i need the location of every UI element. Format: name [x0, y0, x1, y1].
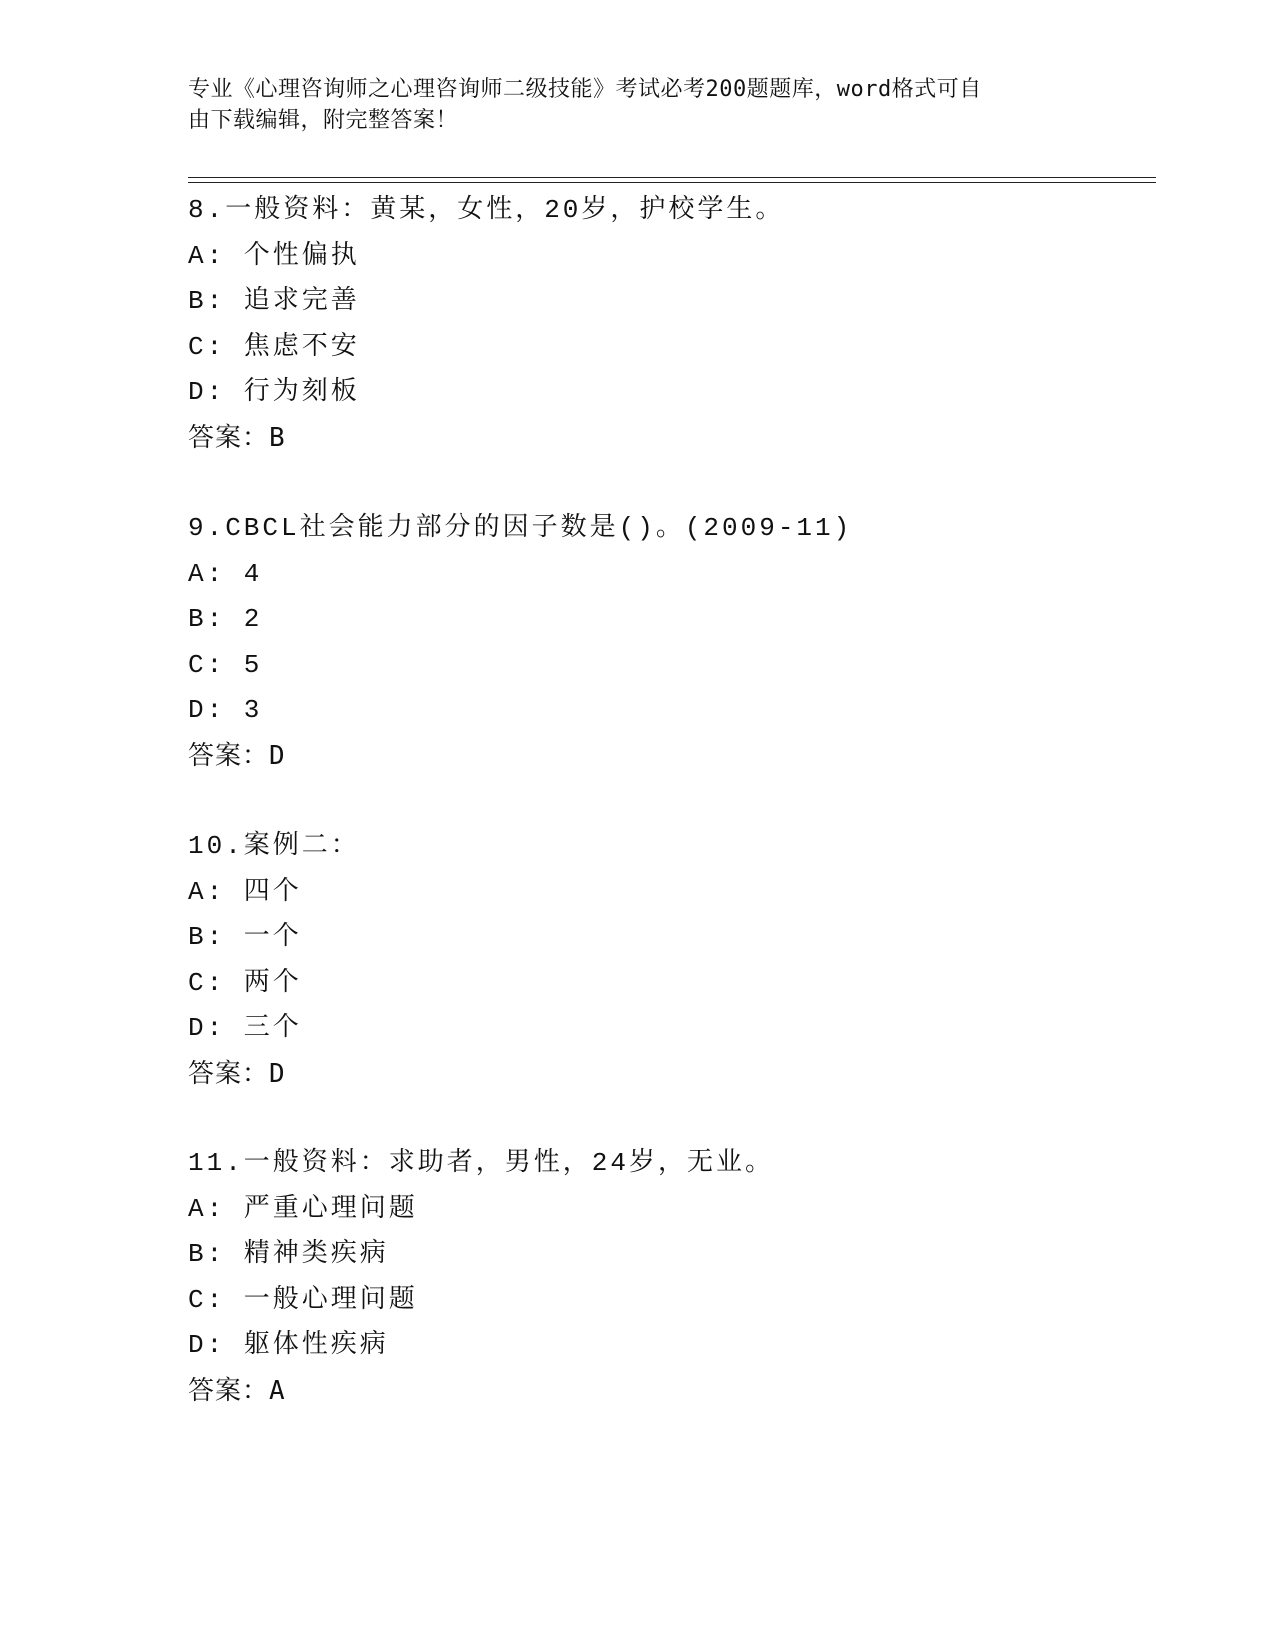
option-a: A: 四个	[188, 876, 302, 907]
answer-label: 答案：B	[188, 422, 286, 453]
question-9	[188, 506, 1148, 779]
answer-label: 答案：D	[188, 740, 286, 771]
option-d: D: 行为刻板	[188, 377, 360, 407]
question-stem: 8.一般资料：黄某，女性，20岁，护校学生。	[188, 195, 785, 225]
option-a: A: 个性偏执	[188, 240, 360, 271]
question-11	[188, 1141, 1148, 1414]
answer-label: 答案：D	[188, 1058, 286, 1089]
option-b: B: 一个	[188, 922, 302, 952]
option-c: C: 两个	[188, 967, 302, 998]
option-b: B: 精神类疾病	[188, 1239, 389, 1269]
question-10	[188, 824, 1148, 1097]
question-stem: 9.CBCL社会能力部分的因子数是()。(2009-11)	[188, 513, 853, 543]
option-d: D: 三个	[188, 1013, 302, 1043]
question-stem: 10.案例二：	[188, 831, 360, 861]
option-b: B: 追求完善	[188, 286, 360, 316]
option-a: A: 4	[188, 558, 263, 589]
option-a: A: 严重心理问题	[188, 1193, 418, 1224]
option-c: C: 一般心理问题	[188, 1284, 418, 1315]
option-c: C: 5	[188, 649, 263, 680]
option-d: D: 躯体性疾病	[188, 1330, 389, 1360]
document-header	[188, 74, 1088, 136]
option-b: B: 2	[188, 604, 263, 634]
option-d: D: 3	[188, 695, 263, 725]
header-divider-top	[188, 177, 1156, 178]
option-c: C: 焦虑不安	[188, 331, 360, 362]
header-line-2: 由下载编辑，附完整答案！	[188, 108, 459, 133]
header-divider-bottom	[188, 182, 1156, 183]
question-stem: 11.一般资料：求助者，男性，24岁，无业。	[188, 1148, 775, 1178]
question-8	[188, 188, 1148, 461]
header-line-1: 专业《心理咨询师之心理咨询师二级技能》考试必考200题题库，word格式可自	[188, 77, 982, 102]
answer-label: 答案：A	[188, 1375, 286, 1406]
